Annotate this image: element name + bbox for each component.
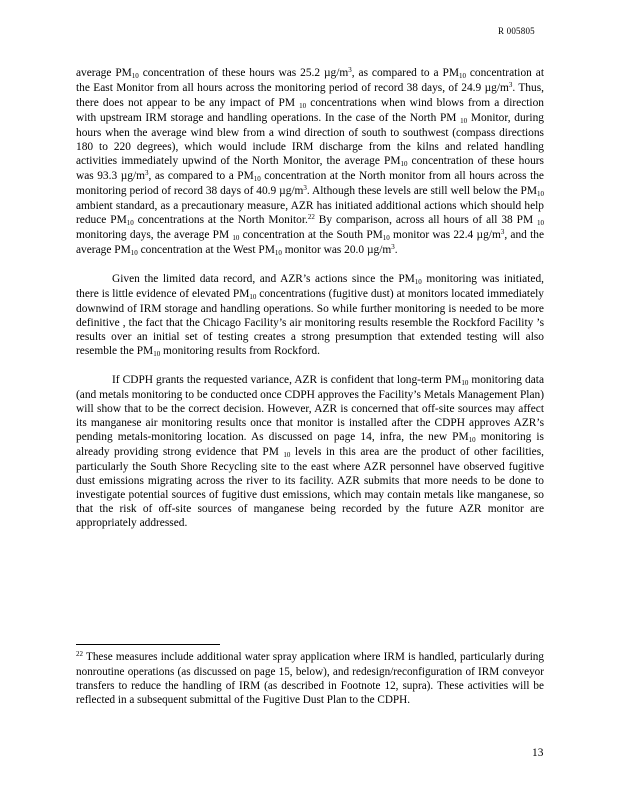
bates-number: R 005805	[498, 26, 535, 36]
page-number: 13	[532, 747, 544, 759]
page-body	[76, 66, 544, 544]
paragraph-1: average $PM_{10}$ concentration of these hours was 25.2 $\mu g/m^3$, as compared to a $PM_{10}$ concentration at the East Monitor from all hours across the monitoring period of record 38 days, of 24.9 $\mu g/m^3$. Thus, there does not appear to be any impact of PM $_{10}$ concentrations when wind blows from a direction with upstream IRM storage and handling operations. In the case of the North PM $_{10}$ Monitor, during hours when the average wind blew from a wind direction of south to southwest (compass directions 180 to 220 degrees), which would include IRM discharge from the kilns and related handling activities immediately upwind of the North Monitor, the average $PM_{10}$ concentration of these hours was 93.3 $\mu g/m^3$, as compared to a $PM_{10}$ concentration at the North monitor from all hours across the monitoring period of record 38 days of 40.9 $\mu g/m^3$. Although these levels are still well below the $PM_{10}$ ambient standard, as a precautionary measure, AZR has initiated additional actions which should help reduce $PM_{10}$ concentrations at the North Monitor.$^{22}$ By comparison, across all hours of all 38 PM $_{10}$ monitoring days, the average PM $_{10}$ concentration at the South $PM_{10}$ monitor was 22.4 $\mu g/m^3$, and the average $PM_{10}$ concentration at the West $PM_{10}$ monitor was 20.0 $\mu g/m^3$.	[76, 66, 545, 257]
footnote-number: 22	[76, 650, 83, 658]
footnote-reference[interactable]: 22	[307, 213, 315, 221]
paragraph-3: If CDPH grants the requested variance, AZR is confident that long-term $PM_{10}$ monitoring data (and metals monitoring to be conducted once CDPH approves the Facility’s Metals Management Plan) will show that to be the correct decision. However, AZR is concerned that off-site sources may affect its manganese air monitoring results once that monitor is installed after the CDPH approves AZR’s pending metals-monitoring location. As discussed on page 14, infra, the new $PM_{10}$ monitoring is already providing strong evidence that PM $_{10}$ levels in this area are the product of other facilities, particularly the South Shore Recycling site to the east where AZR personnel have observed fugitive dust emissions migrating across the river to its facility. AZR submits that more needs to be done to investigate potential sources of fugitive dust emissions, which may contain metals like manganese, so that the risk of off-site sources of manganese being recorded by the future AZR monitor are appropriately addressed.	[76, 374, 544, 529]
footnote-separator	[76, 644, 220, 645]
footnote-22: $^{22}$ These measures include additional water spray application where IRM is handled, particularly during nonroutine operations (as discussed on page 15, below), and redesign/reconfiguration of IRM conveyor transfers to reduce the handling of IRM (as described in Footnote 12, supra). These activities will be reflected in a subsequent submittal of the Fugitive Dust Plan to the CDPH.	[76, 650, 544, 706]
paragraph-2: Given the limited data record, and AZR’s actions since the $PM_{10}$ monitoring was initiated, there is little evidence of elevated $PM_{10}$ concentrations (fugitive dust) at monitors located immediately downwind of IRM storage and handling operations. So while further monitoring is needed to be more definitive , the fact that the Chicago Facility’s air monitoring results resemble the Rockford Facility ’s results over an initial set of testing creates a strong presumption that extended testing will also resemble the $PM_{10}$ monitoring results from Rockford.	[76, 273, 544, 358]
